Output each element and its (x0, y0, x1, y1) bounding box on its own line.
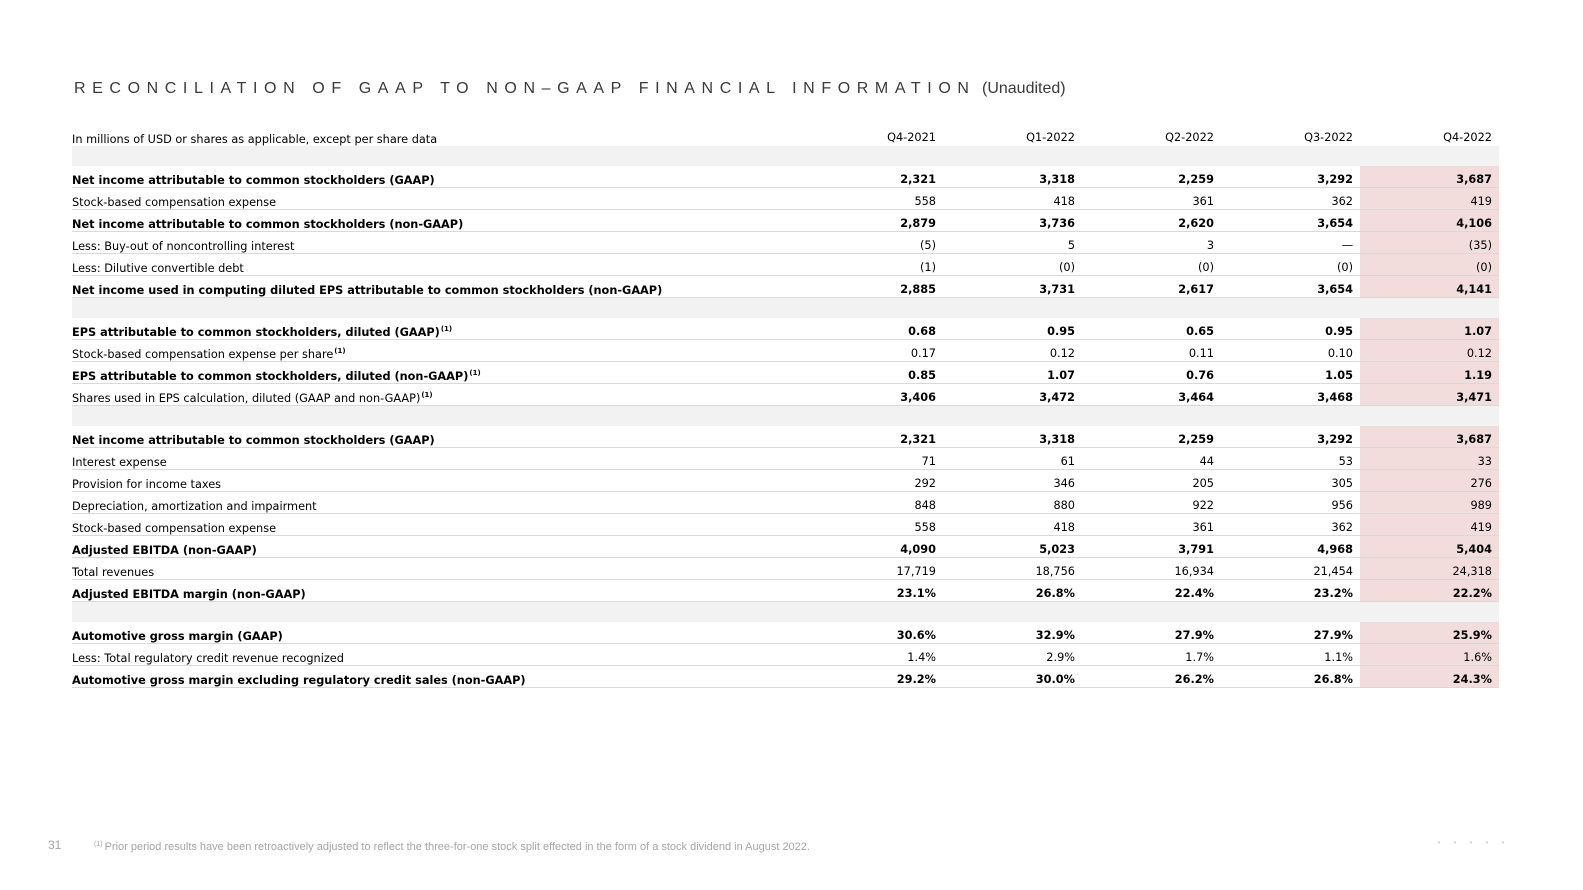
row-label (72, 666, 804, 688)
title-unaudited: (Unaudited) (982, 80, 1066, 97)
value-cell: 418 (943, 514, 1082, 536)
value-cell: 3,654 (1221, 276, 1360, 298)
social-icon: ▪ (1485, 838, 1489, 847)
row-label (72, 514, 804, 536)
value-cell: 3,406 (804, 384, 943, 406)
row-label-text: Depreciation, amortization and impairment (72, 500, 317, 513)
value-cell: 3,471 (1360, 384, 1499, 406)
row-label (72, 622, 804, 644)
footnote-text: Prior period results have been retroactively adjusted to reflect the three-for-one stock split effected in the form of a stock dividend in August 2022. (104, 841, 810, 853)
spacer-cell (1360, 406, 1499, 427)
value-cell: 61 (943, 448, 1082, 470)
value-cell: 305 (1221, 470, 1360, 492)
value-cell: 4,968 (1221, 536, 1360, 558)
spacer-cell (804, 298, 943, 319)
row-label (72, 644, 804, 666)
row-label (72, 166, 804, 188)
value-cell: — (1221, 232, 1360, 254)
table-row (72, 514, 1499, 536)
social-icon: ▪ (1469, 838, 1473, 847)
value-cell: (5) (804, 232, 943, 254)
table-row (72, 448, 1499, 470)
page-number: 31 (48, 838, 62, 852)
value-cell: 362 (1221, 514, 1360, 536)
value-cell: 3,292 (1221, 426, 1360, 448)
value-cell: 2,259 (1082, 426, 1221, 448)
value-cell: 3,318 (943, 166, 1082, 188)
value-cell: 0.95 (1221, 318, 1360, 340)
value-cell: 4,106 (1360, 210, 1499, 232)
page-title (74, 80, 1066, 98)
table-row (72, 254, 1499, 276)
spacer-cell (943, 298, 1082, 319)
value-cell: 32.9% (943, 622, 1082, 644)
row-label-text: Net income attributable to common stockholders (GAAP) (72, 434, 435, 447)
value-cell: 880 (943, 492, 1082, 514)
footer-icons (1434, 838, 1508, 848)
spacer-cell (72, 406, 804, 427)
value-cell: 3,731 (943, 276, 1082, 298)
row-label-text: Provision for income taxes (72, 478, 222, 491)
value-cell: 0.95 (943, 318, 1082, 340)
table-header-row (72, 124, 1499, 146)
value-cell: 362 (1221, 188, 1360, 210)
value-cell: 27.9% (1082, 622, 1221, 644)
value-cell: 0.12 (1360, 340, 1499, 362)
table-row (72, 166, 1499, 188)
value-cell: 3,687 (1360, 166, 1499, 188)
value-cell: 30.6% (804, 622, 943, 644)
table-row (72, 536, 1499, 558)
row-label (72, 276, 804, 298)
social-icon: ▪ (1501, 838, 1505, 847)
value-cell: 22.4% (1082, 580, 1221, 602)
column-header: Q4-2022 (1443, 131, 1492, 144)
value-cell: 558 (804, 514, 943, 536)
value-cell: 44 (1082, 448, 1221, 470)
value-cell: 3,791 (1082, 536, 1221, 558)
row-label-text: Stock-based compensation expense (72, 196, 277, 209)
row-label-text: Total revenues (72, 566, 155, 579)
spacer-cell (1082, 602, 1221, 623)
value-cell: 3,736 (943, 210, 1082, 232)
row-label (72, 470, 804, 492)
row-label (72, 536, 804, 558)
spacer-cell (943, 406, 1082, 427)
value-cell: 16,934 (1082, 558, 1221, 580)
value-cell: (0) (1082, 254, 1221, 276)
value-cell: 3 (1082, 232, 1221, 254)
spacer-cell (1082, 298, 1221, 319)
spacer-cell (1221, 602, 1360, 623)
value-cell: 1.7% (1082, 644, 1221, 666)
value-cell: 1.1% (1221, 644, 1360, 666)
section-spacer (72, 406, 1499, 427)
value-cell: 0.10 (1221, 340, 1360, 362)
table-row (72, 340, 1499, 362)
table-row (72, 644, 1499, 666)
value-cell: 2,259 (1082, 166, 1221, 188)
footnote (94, 841, 810, 853)
value-cell: 361 (1082, 514, 1221, 536)
column-header: Q3-2022 (1304, 131, 1353, 144)
spacer-cell (1360, 146, 1499, 166)
value-cell: 5,023 (943, 536, 1082, 558)
row-label (72, 232, 804, 254)
row-label-text: Automotive gross margin (GAAP) (72, 630, 283, 643)
value-cell: 5,404 (1360, 536, 1499, 558)
row-label-text: Less: Dilutive convertible debt (72, 262, 244, 275)
footnote-ref: (1) (334, 347, 346, 355)
value-cell: 418 (943, 188, 1082, 210)
value-cell: 1.05 (1221, 362, 1360, 384)
value-cell: 0.12 (943, 340, 1082, 362)
row-label-text: Less: Total regulatory credit revenue recognized (72, 652, 344, 665)
value-cell: 27.9% (1221, 622, 1360, 644)
value-cell: 1.07 (1360, 318, 1499, 340)
row-label (72, 448, 804, 470)
row-label-text: Adjusted EBITDA margin (non-GAAP) (72, 588, 306, 601)
value-cell: 0.76 (1082, 362, 1221, 384)
spacer-cell (943, 146, 1082, 166)
row-label (72, 384, 804, 406)
spacer-cell (72, 146, 804, 166)
value-cell: 22.2% (1360, 580, 1499, 602)
unit-note: In millions of USD or shares as applicable, except per share data (72, 133, 438, 146)
value-cell: 3,464 (1082, 384, 1221, 406)
value-cell: 205 (1082, 470, 1221, 492)
value-cell: 33 (1360, 448, 1499, 470)
value-cell: 0.65 (1082, 318, 1221, 340)
value-cell: 2,620 (1082, 210, 1221, 232)
value-cell: 1.07 (943, 362, 1082, 384)
value-cell: 30.0% (943, 666, 1082, 688)
table-row (72, 426, 1499, 448)
column-header: Q1-2022 (1026, 131, 1075, 144)
row-label-text: Shares used in EPS calculation, diluted (GAAP and non-GAAP) (72, 392, 421, 405)
column-header: Q2-2022 (1165, 131, 1214, 144)
row-label-text: Stock-based compensation expense (72, 522, 277, 535)
row-label (72, 254, 804, 276)
social-icon: ▪ (1437, 838, 1441, 847)
row-label (72, 210, 804, 232)
value-cell: 2,885 (804, 276, 943, 298)
value-cell: 2,617 (1082, 276, 1221, 298)
value-cell: 26.8% (943, 580, 1082, 602)
footnote-marker: (1) (94, 841, 103, 848)
row-label (72, 426, 804, 448)
value-cell: 26.2% (1082, 666, 1221, 688)
value-cell: 0.11 (1082, 340, 1221, 362)
spacer-cell (1360, 602, 1499, 623)
row-label-text: Net income attributable to common stockholders (non-GAAP) (72, 218, 464, 231)
value-cell: 419 (1360, 188, 1499, 210)
row-label-text: EPS attributable to common stockholders, diluted (GAAP) (72, 326, 440, 339)
row-label-text: Automotive gross margin excluding regulatory credit sales (non-GAAP) (72, 674, 526, 687)
table-row (72, 232, 1499, 254)
value-cell: 2,321 (804, 166, 943, 188)
value-cell: 5 (943, 232, 1082, 254)
spacer-cell (1221, 298, 1360, 319)
row-label-text: Adjusted EBITDA (non-GAAP) (72, 544, 257, 557)
table-row (72, 318, 1499, 340)
value-cell: 1.4% (804, 644, 943, 666)
value-cell: 346 (943, 470, 1082, 492)
table-row (72, 622, 1499, 644)
row-label-text: Net income attributable to common stockholders (GAAP) (72, 174, 435, 187)
value-cell: (0) (1360, 254, 1499, 276)
value-cell: 419 (1360, 514, 1499, 536)
value-cell: (35) (1360, 232, 1499, 254)
value-cell: 3,318 (943, 426, 1082, 448)
section-spacer (72, 298, 1499, 319)
value-cell: 2,321 (804, 426, 943, 448)
row-label (72, 580, 804, 602)
social-icon: ▪ (1453, 838, 1457, 847)
table-row (72, 558, 1499, 580)
table-body (72, 146, 1499, 688)
value-cell: 53 (1221, 448, 1360, 470)
spacer-cell (804, 406, 943, 427)
spacer-cell (943, 602, 1082, 623)
value-cell: 3,472 (943, 384, 1082, 406)
value-cell: 3,654 (1221, 210, 1360, 232)
value-cell: 0.17 (804, 340, 943, 362)
table-row (72, 210, 1499, 232)
value-cell: 848 (804, 492, 943, 514)
row-label-text: Stock-based compensation expense per share (72, 348, 334, 361)
value-cell: 1.19 (1360, 362, 1499, 384)
section-spacer (72, 602, 1499, 623)
table-row (72, 666, 1499, 688)
row-label (72, 362, 804, 384)
table-row (72, 470, 1499, 492)
row-label-text: Interest expense (72, 456, 167, 469)
value-cell: (1) (804, 254, 943, 276)
row-label-text: EPS attributable to common stockholders, diluted (non-GAAP) (72, 370, 469, 383)
value-cell: 2.9% (943, 644, 1082, 666)
value-cell: 4,090 (804, 536, 943, 558)
value-cell: 3,687 (1360, 426, 1499, 448)
row-label (72, 340, 804, 362)
value-cell: 29.2% (804, 666, 943, 688)
value-cell: 3,292 (1221, 166, 1360, 188)
table-row (72, 384, 1499, 406)
spacer-cell (72, 602, 804, 623)
spacer-cell (1221, 146, 1360, 166)
spacer-cell (804, 602, 943, 623)
footnote-ref: (1) (440, 325, 453, 333)
table-row (72, 188, 1499, 210)
value-cell: 4,141 (1360, 276, 1499, 298)
value-cell: 558 (804, 188, 943, 210)
spacer-cell (1082, 146, 1221, 166)
value-cell: 1.6% (1360, 644, 1499, 666)
spacer-cell (72, 298, 804, 319)
value-cell: 0.85 (804, 362, 943, 384)
value-cell: (0) (1221, 254, 1360, 276)
spacer-cell (1221, 406, 1360, 427)
column-header: Q4-2021 (887, 131, 936, 144)
table-row (72, 276, 1499, 298)
value-cell: 17,719 (804, 558, 943, 580)
table-row (72, 492, 1499, 514)
row-label (72, 558, 804, 580)
table-row (72, 580, 1499, 602)
value-cell: 23.1% (804, 580, 943, 602)
row-label-text: Less: Buy-out of noncontrolling interest (72, 240, 295, 253)
value-cell: 2,879 (804, 210, 943, 232)
value-cell: 18,756 (943, 558, 1082, 580)
value-cell: 989 (1360, 492, 1499, 514)
spacer-cell (804, 146, 943, 166)
value-cell: 23.2% (1221, 580, 1360, 602)
row-label (72, 492, 804, 514)
value-cell: 26.8% (1221, 666, 1360, 688)
value-cell: 292 (804, 470, 943, 492)
footnote-ref: (1) (469, 369, 481, 377)
row-label (72, 188, 804, 210)
value-cell: 24,318 (1360, 558, 1499, 580)
value-cell: 25.9% (1360, 622, 1499, 644)
value-cell: 276 (1360, 470, 1499, 492)
title-main: RECONCILIATION OF GAAP TO NON–GAAP FINANCIAL INFORMATION (74, 80, 976, 97)
value-cell: 361 (1082, 188, 1221, 210)
value-cell: 0.68 (804, 318, 943, 340)
table-row (72, 362, 1499, 384)
section-spacer (72, 146, 1499, 166)
spacer-cell (1360, 298, 1499, 319)
value-cell: (0) (943, 254, 1082, 276)
value-cell: 71 (804, 448, 943, 470)
reconciliation-table (72, 124, 1499, 688)
value-cell: 3,468 (1221, 384, 1360, 406)
spacer-cell (1082, 406, 1221, 427)
value-cell: 956 (1221, 492, 1360, 514)
value-cell: 21,454 (1221, 558, 1360, 580)
footnote-ref: (1) (421, 391, 433, 399)
row-label-text: Net income used in computing diluted EPS attributable to common stockholders (non-GAAP) (72, 284, 663, 297)
row-label (72, 318, 804, 340)
value-cell: 24.3% (1360, 666, 1499, 688)
value-cell: 922 (1082, 492, 1221, 514)
